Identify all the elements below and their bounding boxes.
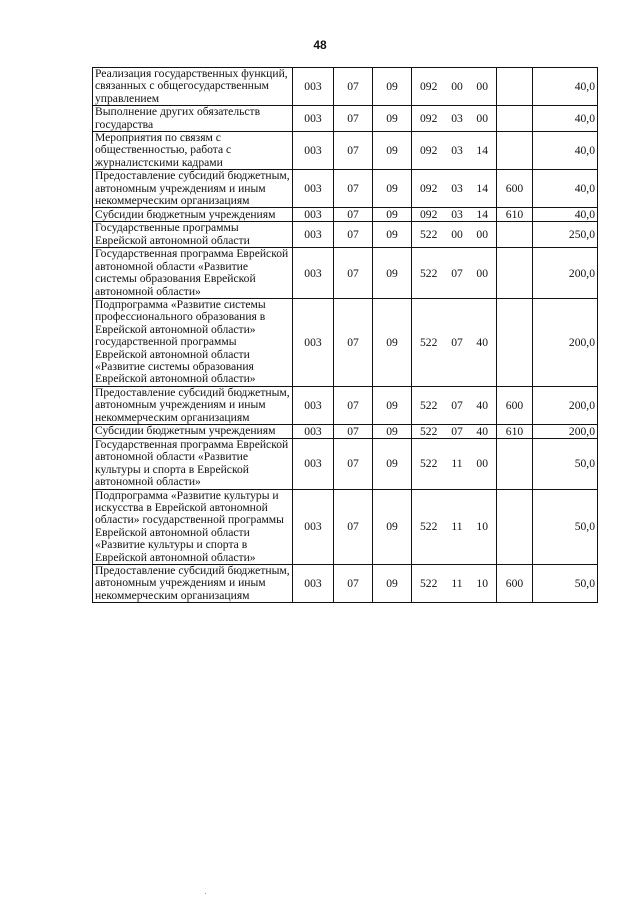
target-article-part: 522 (420, 228, 438, 242)
section-code-cell: 07 (334, 106, 373, 132)
target-article-part: 00 (451, 80, 463, 94)
expense-type-cell (497, 489, 533, 564)
row-name-cell: Предоставление субсидий бюджетным, автономным учреждениям и иным некоммерческим организациям (93, 565, 293, 603)
section-code-cell: 07 (334, 438, 373, 489)
target-article-part: 522 (420, 424, 438, 438)
section-code-cell: 07 (334, 170, 373, 208)
target-article-part: 10 (476, 520, 488, 534)
target-article-cell (412, 68, 497, 106)
row-name-cell: Государственные программы Еврейской автономной области (93, 222, 293, 248)
amount-cell: 50,0 (533, 489, 598, 564)
section-code-cell: 07 (334, 298, 373, 386)
expense-type-cell: 600 (497, 386, 533, 424)
target-article-part: 092 (420, 112, 438, 126)
target-article-cell (412, 424, 497, 438)
target-article-part: 07 (451, 266, 463, 280)
row-name-cell: Реализация государственных функций, связанных с общегосударственным управлением (93, 68, 293, 106)
target-article-part: 092 (420, 144, 438, 158)
row-name-cell: Выполнение других обязательств государства (93, 106, 293, 132)
budget-table (92, 67, 598, 603)
target-article-part: 00 (476, 80, 488, 94)
expense-type-cell: 600 (497, 565, 533, 603)
target-article-part: 092 (420, 208, 438, 222)
section-code-cell: 07 (334, 424, 373, 438)
target-article-part: 14 (476, 182, 488, 196)
target-article-part: 14 (476, 208, 488, 222)
amount-cell: 40,0 (533, 208, 598, 222)
target-article-cell (412, 132, 497, 170)
table-row (93, 132, 598, 170)
table-row (93, 386, 598, 424)
target-article-cell (412, 489, 497, 564)
target-article-cell (412, 208, 497, 222)
table-row (93, 68, 598, 106)
target-article-part: 07 (451, 424, 463, 438)
subsection-code-cell: 09 (373, 208, 412, 222)
subsection-code-cell: 09 (373, 68, 412, 106)
target-article-part: 00 (451, 228, 463, 242)
subsection-code-cell: 09 (373, 170, 412, 208)
target-article-part: 07 (451, 335, 463, 349)
row-name-cell: Предоставление субсидий бюджетным, автономным учреждениям и иным некоммерческим организациям (93, 170, 293, 208)
expense-type-cell (497, 298, 533, 386)
section-code-cell: 07 (334, 565, 373, 603)
budget-table-body (93, 68, 598, 603)
row-name-cell: Мероприятия по связям с общественностью, работа с журналистскими кадрами (93, 132, 293, 170)
admin-code-cell: 003 (293, 386, 334, 424)
table-row (93, 565, 598, 603)
target-article-part: 40 (476, 424, 488, 438)
amount-cell: 50,0 (533, 565, 598, 603)
admin-code-cell: 003 (293, 248, 334, 299)
target-article-part: 03 (451, 144, 463, 158)
admin-code-cell: 003 (293, 298, 334, 386)
admin-code-cell: 003 (293, 68, 334, 106)
subsection-code-cell: 09 (373, 222, 412, 248)
amount-cell: 200,0 (533, 386, 598, 424)
target-article-part: 092 (420, 80, 438, 94)
row-name-cell: Государственная программа Еврейской автономной области «Развитие культуры и спорта в Еврейской автономной области» (93, 438, 293, 489)
amount-cell: 50,0 (533, 438, 598, 489)
target-article-part: 522 (420, 335, 438, 349)
expense-type-cell (497, 222, 533, 248)
admin-code-cell: 003 (293, 208, 334, 222)
target-article-part: 522 (420, 520, 438, 534)
table-row (93, 208, 598, 222)
section-code-cell: 07 (334, 68, 373, 106)
row-name-cell: Предоставление субсидий бюджетным, автономным учреждениям и иным некоммерческим организациям (93, 386, 293, 424)
target-article-cell (412, 386, 497, 424)
target-article-cell (412, 248, 497, 299)
subsection-code-cell: 09 (373, 424, 412, 438)
target-article-part: 00 (476, 112, 488, 126)
subsection-code-cell: 09 (373, 132, 412, 170)
row-name-cell: Государственная программа Еврейской автономной области «Развитие системы образования Еврейской автономной области» (93, 248, 293, 299)
subsection-code-cell: 09 (373, 489, 412, 564)
expense-type-cell (497, 438, 533, 489)
target-article-cell (412, 222, 497, 248)
target-article-part: 03 (451, 208, 463, 222)
expense-type-cell: 610 (497, 208, 533, 222)
row-name-cell: Субсидии бюджетным учреждениям (93, 424, 293, 438)
admin-code-cell: 003 (293, 565, 334, 603)
subsection-code-cell: 09 (373, 248, 412, 299)
table-row (93, 424, 598, 438)
table-row (93, 170, 598, 208)
section-code-cell: 07 (334, 132, 373, 170)
expense-type-cell (497, 132, 533, 170)
target-article-part: 40 (476, 335, 488, 349)
target-article-cell (412, 438, 497, 489)
target-article-part: 03 (451, 182, 463, 196)
table-row (93, 222, 598, 248)
target-article-cell (412, 565, 497, 603)
section-code-cell: 07 (334, 248, 373, 299)
target-article-part: 522 (420, 577, 438, 591)
amount-cell: 40,0 (533, 68, 598, 106)
expense-type-cell (497, 248, 533, 299)
target-article-part: 00 (476, 266, 488, 280)
scan-artifact (205, 893, 206, 894)
expense-type-cell (497, 68, 533, 106)
section-code-cell: 07 (334, 222, 373, 248)
amount-cell: 250,0 (533, 222, 598, 248)
amount-cell: 200,0 (533, 424, 598, 438)
target-article-part: 522 (420, 398, 438, 412)
target-article-part: 092 (420, 182, 438, 196)
row-name-cell: Подпрограмма «Развитие системы профессионального образования в Еврейской автономной области» государственной программы Еврейской автономной области «Развитие системы образования Еврейской автономной области» (93, 298, 293, 386)
amount-cell: 200,0 (533, 248, 598, 299)
section-code-cell: 07 (334, 489, 373, 564)
admin-code-cell: 003 (293, 438, 334, 489)
table-row (93, 106, 598, 132)
subsection-code-cell: 09 (373, 438, 412, 489)
section-code-cell: 07 (334, 208, 373, 222)
target-article-part: 14 (476, 144, 488, 158)
page-number: 48 (313, 38, 327, 52)
target-article-part: 03 (451, 112, 463, 126)
table-row (93, 438, 598, 489)
section-code-cell: 07 (334, 386, 373, 424)
target-article-part: 07 (451, 398, 463, 412)
target-article-cell (412, 170, 497, 208)
target-article-part: 11 (451, 457, 463, 471)
expense-type-cell (497, 106, 533, 132)
target-article-cell (412, 298, 497, 386)
row-name-cell: Подпрограмма «Развитие культуры и искусства в Еврейской автономной области» государственной программы Еврейской автономной области «Развитие культуры и спорта в Еврейской автономной области» (93, 489, 293, 564)
admin-code-cell: 003 (293, 132, 334, 170)
subsection-code-cell: 09 (373, 565, 412, 603)
expense-type-cell: 610 (497, 424, 533, 438)
subsection-code-cell: 09 (373, 106, 412, 132)
amount-cell: 40,0 (533, 170, 598, 208)
target-article-cell (412, 106, 497, 132)
target-article-part: 522 (420, 457, 438, 471)
admin-code-cell: 003 (293, 424, 334, 438)
table-row (93, 298, 598, 386)
amount-cell: 40,0 (533, 106, 598, 132)
target-article-part: 40 (476, 398, 488, 412)
target-article-part: 11 (451, 577, 463, 591)
expense-type-cell: 600 (497, 170, 533, 208)
subsection-code-cell: 09 (373, 298, 412, 386)
table-row (93, 489, 598, 564)
amount-cell: 200,0 (533, 298, 598, 386)
admin-code-cell: 003 (293, 489, 334, 564)
admin-code-cell: 003 (293, 170, 334, 208)
admin-code-cell: 003 (293, 222, 334, 248)
subsection-code-cell: 09 (373, 386, 412, 424)
target-article-part: 11 (451, 520, 463, 534)
row-name-cell: Субсидии бюджетным учреждениям (93, 208, 293, 222)
target-article-part: 00 (476, 228, 488, 242)
target-article-part: 10 (476, 577, 488, 591)
table-row (93, 248, 598, 299)
target-article-part: 522 (420, 266, 438, 280)
target-article-part: 00 (476, 457, 488, 471)
admin-code-cell: 003 (293, 106, 334, 132)
amount-cell: 40,0 (533, 132, 598, 170)
